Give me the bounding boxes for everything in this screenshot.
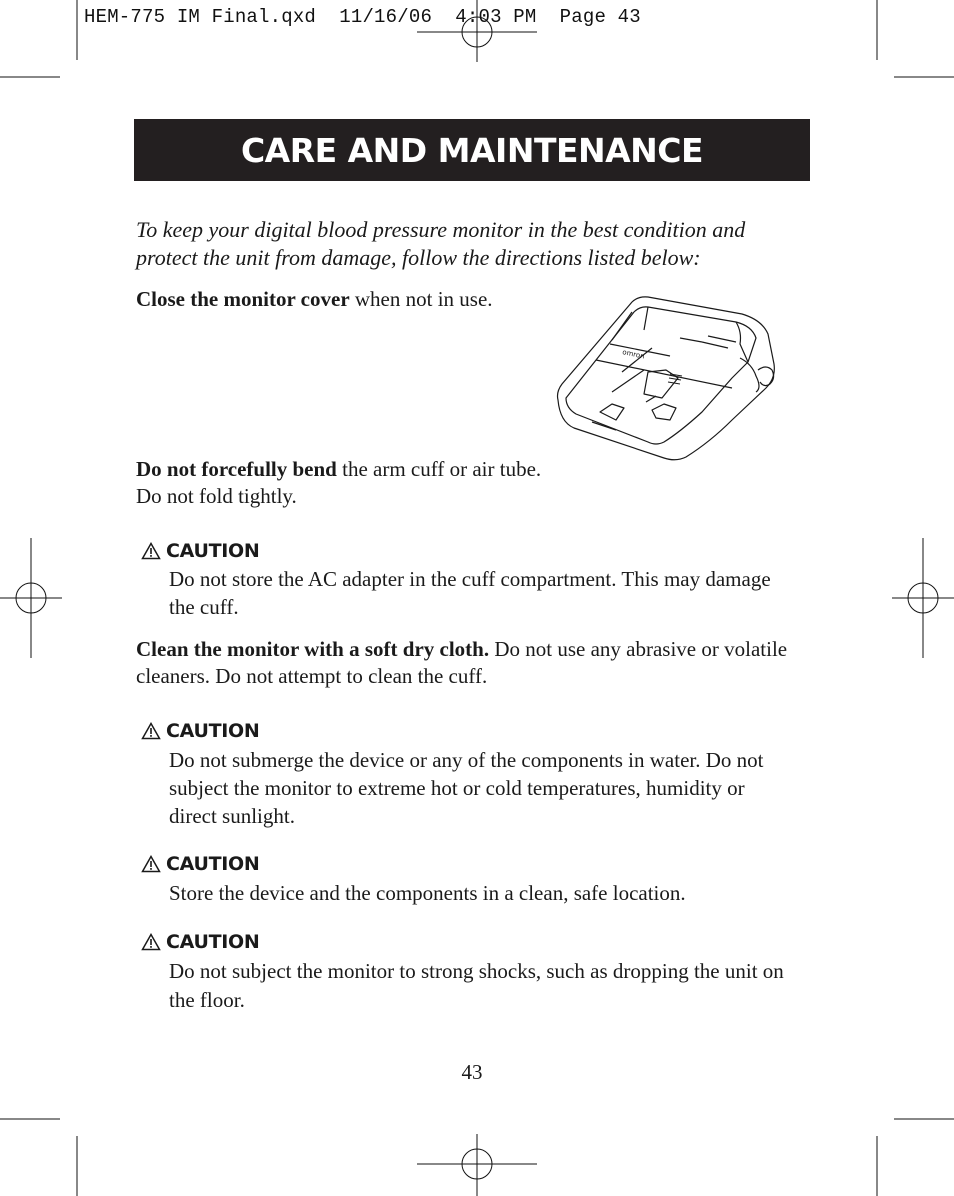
clean-text: Do not use any abrasive or volatile cleaners. Do not attempt to clean the cuff. [136, 637, 788, 688]
page-title: CARE AND MAINTENANCE [240, 130, 704, 170]
warning-triangle-icon [141, 542, 161, 560]
clean-instruction [136, 636, 796, 690]
caution-label: CAUTION [166, 720, 260, 742]
print-slug: HEM-775 IM Final.qxd 11/16/06 4:03 PM Page 43 [84, 6, 641, 28]
caution-text-3: Store the device and the components in a clean, safe location. [169, 881, 686, 905]
caution-heading-2 [141, 720, 259, 742]
caution-heading-4 [141, 931, 259, 953]
bend-bold: Do not forcefully bend [136, 457, 337, 481]
intro-text: To keep your digital blood pressure monitor in the best condition and protect the unit from damage, follow the directions listed below: [136, 217, 746, 270]
registration-mark-right [892, 538, 954, 658]
clean-bold: Clean the monitor with a soft dry cloth. [136, 637, 490, 661]
monitor-illustration [552, 292, 778, 462]
cover-instruction [136, 286, 556, 313]
registration-mark-bottom [417, 1134, 537, 1196]
registration-mark-left [0, 538, 62, 658]
warning-triangle-icon [141, 933, 161, 951]
bend-instruction [136, 456, 556, 510]
caution-text-4: Do not subject the monitor to strong shocks, such as dropping the unit on the floor. [169, 959, 784, 1012]
caution-text-2: Do not submerge the device or any of the components in water. Do not subject the monitor to extreme hot or cold temperatures, humidity or direct sunlight. [169, 748, 764, 828]
cover-bold: Close the monitor cover [136, 287, 350, 311]
bend-text: the arm cuff or air tube. Do not fold tightly. [136, 457, 542, 508]
title-bar [134, 119, 810, 181]
device-brand-label: omron [621, 348, 646, 361]
page-number: 43 [461, 1060, 483, 1084]
caution-label: CAUTION [166, 931, 260, 953]
registration-mark-top [417, 0, 537, 62]
cover-text: when not in use. [349, 287, 493, 311]
caution-label: CAUTION [166, 853, 260, 875]
caution-label: CAUTION [166, 540, 260, 562]
warning-triangle-icon [141, 855, 161, 873]
caution-heading-1 [141, 540, 259, 562]
caution-heading-3 [141, 853, 259, 875]
caution-text-1: Do not store the AC adapter in the cuff compartment. This may damage the cuff. [169, 567, 771, 619]
warning-triangle-icon [141, 722, 161, 740]
